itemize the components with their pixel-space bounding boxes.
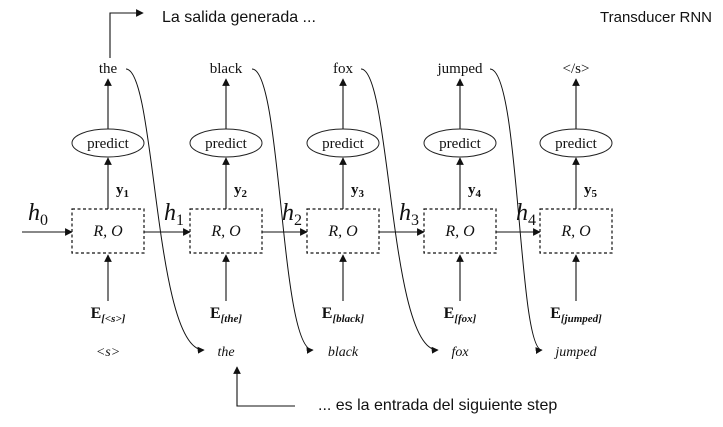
hidden-state-label: $h_4$ [516, 200, 536, 229]
embedding-label: $E_{[<s>]}$ [90, 305, 126, 325]
output-word: jumped [437, 61, 483, 77]
hidden-state-label: $h_3$ [399, 200, 419, 229]
output-vector-label: $y_1$ [116, 182, 129, 200]
predict-label: predict [555, 136, 597, 152]
embedding-label: $E_{[the]}$ [209, 305, 243, 325]
hidden-state-label: $h_1$ [164, 200, 184, 229]
predict-label: predict [87, 136, 129, 152]
input-word: <s> [95, 345, 121, 360]
diagram-title: Transducer RNN [600, 9, 712, 26]
output-word: </s> [562, 61, 590, 77]
embedding-label: $E_{[black]}$ [321, 305, 365, 325]
output-vector-label: $y_4$ [468, 182, 481, 200]
bottom-annotation-arrow [237, 367, 295, 406]
rnn-cell-label: R, O [211, 223, 241, 240]
input-word: black [327, 345, 359, 360]
predict-label: predict [439, 136, 481, 152]
rnn-cell-label: R, O [561, 223, 591, 240]
output-vector-label: $y_2$ [234, 182, 247, 200]
embedding-label: $E_{[jumped]}$ [550, 305, 602, 325]
embedding-label: $E_{[fox]}$ [443, 305, 477, 325]
input-word: the [217, 345, 235, 360]
input-word: fox [451, 345, 469, 360]
top-annotation: La salida generada ... [162, 9, 316, 26]
output-vector-label: $y_3$ [351, 182, 364, 200]
bottom-annotation: ... es la entrada del siguiente step [318, 397, 558, 414]
output-word: the [98, 61, 118, 77]
steps [72, 61, 612, 360]
output-word: fox [333, 61, 353, 77]
rnn-cell-label: R, O [93, 223, 123, 240]
initial-state-label: $h_0$ [28, 200, 48, 229]
predict-label: predict [322, 136, 364, 152]
rnn-cell-label: R, O [328, 223, 358, 240]
top-annotation-arrow [110, 13, 143, 58]
input-word: jumped [555, 345, 597, 360]
output-word: black [209, 61, 243, 77]
predict-label: predict [205, 136, 247, 152]
hidden-state-label: $h_2$ [282, 200, 302, 229]
rnn-cell-label: R, O [445, 223, 475, 240]
output-vector-label: $y_5$ [584, 182, 597, 200]
